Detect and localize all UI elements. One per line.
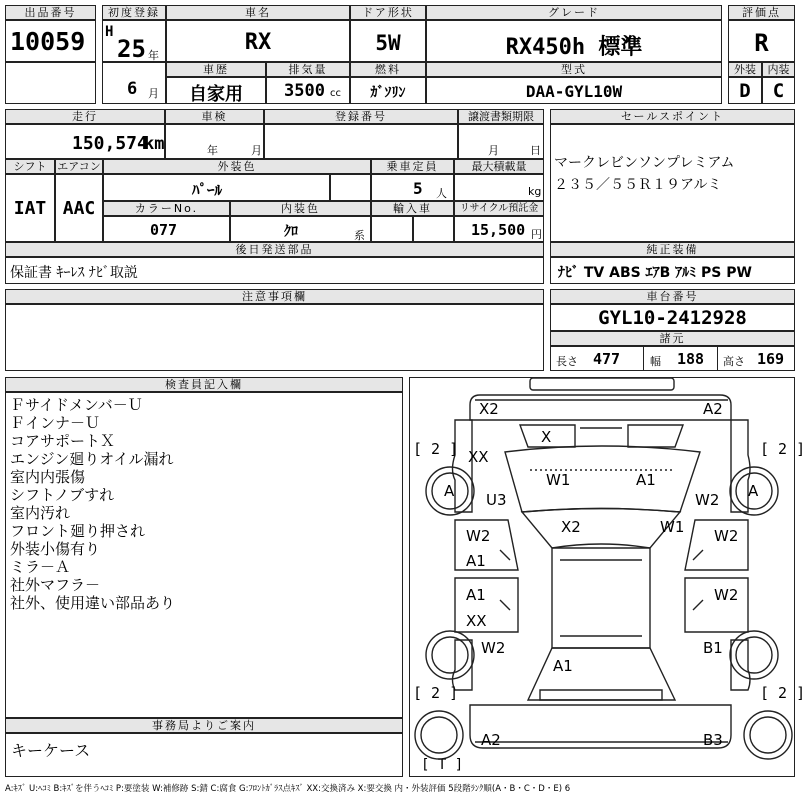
capacity-unit: 人 bbox=[436, 187, 447, 200]
ac-cell bbox=[55, 174, 103, 242]
displacement-label: 排気量 bbox=[266, 62, 350, 77]
regno-label: 登録番号 bbox=[264, 109, 458, 124]
height: 169 bbox=[757, 350, 785, 368]
mark-right-rear-door: W2 bbox=[714, 586, 739, 604]
displacement-unit: cc bbox=[330, 88, 341, 99]
diagram-frame bbox=[409, 377, 795, 777]
first-reg-label: 初度登録 bbox=[102, 5, 166, 20]
transfer-month-unit: 月 bbox=[488, 144, 499, 157]
mark-hood-right: A1 bbox=[636, 471, 656, 489]
office-note: キーケース bbox=[11, 741, 91, 760]
capacity-cell bbox=[371, 174, 454, 201]
ext-label: 外装 bbox=[728, 62, 762, 77]
recycle-unit: 円 bbox=[531, 228, 542, 241]
first-reg-month-cell bbox=[102, 62, 166, 104]
inspector-line-5: 室内内張傷 bbox=[10, 468, 86, 486]
office-label: 事務局よりご案内 bbox=[5, 718, 403, 733]
load-cell bbox=[454, 174, 544, 201]
mark-windshield: X2 bbox=[561, 518, 581, 536]
colorno-cell bbox=[103, 216, 230, 242]
recycle-label: リサイクル預託金 bbox=[454, 201, 544, 216]
shift-label: シフト bbox=[5, 159, 55, 174]
width: 188 bbox=[677, 350, 705, 368]
tire-mark-rear-left: [ 2 ] bbox=[413, 684, 459, 702]
ext-cell bbox=[728, 77, 762, 104]
grade-cell bbox=[426, 20, 722, 62]
mark-rear-left-corner: A2 bbox=[481, 731, 501, 749]
first-reg-year-cell bbox=[102, 20, 166, 62]
mileage-label: 走行 bbox=[5, 109, 165, 124]
year-unit: 年 bbox=[148, 49, 159, 62]
mark-left-rear-door: A1 bbox=[466, 586, 486, 604]
lot-number: 10059 bbox=[10, 27, 86, 56]
dims-label: 諸元 bbox=[550, 331, 795, 346]
history: 自家用 bbox=[189, 84, 243, 105]
import-label: 輸入車 bbox=[371, 201, 454, 216]
sales-line-2: ２３５／５５Ｒ１９アルミ bbox=[554, 177, 722, 193]
door-type: 5W bbox=[375, 31, 401, 55]
equipment-label: 純正装備 bbox=[550, 242, 795, 257]
mark-left-front-door: W2 bbox=[466, 527, 491, 545]
office-cell bbox=[5, 733, 403, 777]
mark-front-right-fender: W2 bbox=[695, 491, 720, 509]
spare-tire-mark: [ T ] bbox=[421, 757, 464, 773]
tire-mark-rear-right: [ 2 ] bbox=[760, 684, 805, 702]
int-label: 内装 bbox=[762, 62, 795, 77]
inspector-line-12: 社外、使用違い部品あり bbox=[10, 594, 176, 612]
ac-label: エアコン bbox=[55, 159, 103, 174]
color-extra-cell bbox=[330, 174, 371, 201]
mark-right-rear-quarter: B1 bbox=[703, 639, 723, 657]
mark-front-left-inner: U3 bbox=[486, 491, 507, 509]
displacement-cell bbox=[266, 77, 350, 104]
later-parts-cell bbox=[5, 257, 544, 284]
inspector-line-3: コアサポートＸ bbox=[10, 432, 116, 450]
mark-front-left-corner: X2 bbox=[479, 400, 499, 418]
lot-cell bbox=[5, 20, 96, 62]
chassis-label: 車台番号 bbox=[550, 289, 795, 304]
capacity: 5 bbox=[413, 179, 423, 198]
inspector-label: 検査員記入欄 bbox=[5, 377, 403, 392]
name-cell bbox=[166, 20, 350, 62]
load-unit: kg bbox=[528, 185, 542, 198]
shift-cell bbox=[5, 174, 55, 242]
inspection-month-unit: 月 bbox=[251, 144, 262, 157]
chassis-number: GYL10-2412928 bbox=[598, 307, 747, 329]
inspector-line-4: エンジン廻りオイル漏れ bbox=[10, 450, 174, 468]
load-label: 最大積載量 bbox=[454, 159, 544, 174]
lot-blank-cell bbox=[5, 62, 96, 104]
ac: AAC bbox=[62, 198, 96, 219]
lot-label: 出品番号 bbox=[5, 5, 96, 20]
capacity-label: 乗車定員 bbox=[371, 159, 454, 174]
model-cell bbox=[426, 77, 722, 104]
model: DAA-GYL10W bbox=[525, 82, 623, 101]
grade: RX450h 標準 bbox=[505, 35, 643, 60]
width-label: 幅 bbox=[650, 355, 661, 368]
inspector-line-7: 室内汚れ bbox=[10, 504, 71, 522]
mileage: 150,574 bbox=[72, 133, 148, 154]
mark-front-left-wheel: A bbox=[444, 482, 455, 500]
inspector-cell bbox=[5, 392, 403, 718]
interior-label: 内装色 bbox=[230, 201, 371, 216]
notes-label: 注意事項欄 bbox=[5, 289, 544, 304]
tire-mark-front-right: [ 2 ] bbox=[760, 440, 805, 458]
sales-line-1: マークレビンソンプレミアム bbox=[554, 155, 735, 171]
history-label: 車歴 bbox=[166, 62, 266, 77]
transfer-cell bbox=[458, 124, 544, 159]
first-reg-year: 25 bbox=[117, 35, 146, 63]
mark-rear-right-corner: B3 bbox=[703, 731, 723, 749]
later-parts-label: 後日発送部品 bbox=[5, 242, 544, 257]
interior-cell bbox=[230, 216, 371, 242]
legend: A:ｷｽﾞ U:ﾍｺﾐ B:ｷｽﾞを伴うﾍｺﾐ P:要塗装 W:補修跡 S:錆 C:腐食 G:ﾌﾛﾝﾄｶﾞﾗｽ点ｷｽﾞ XX:交換済み X:要交換 内・外装評価 5段階ﾗﾝｸ順(A・B・C・D・E) 6 bbox=[5, 784, 571, 794]
dims-divider-2 bbox=[717, 347, 718, 370]
car-name: RX bbox=[244, 30, 272, 55]
mark-front-grille: X bbox=[541, 428, 552, 446]
sales-cell bbox=[550, 124, 795, 242]
first-reg-month: 6 bbox=[127, 79, 138, 99]
colorno: 077 bbox=[150, 221, 178, 239]
notes-cell bbox=[5, 304, 544, 371]
later-parts: 保証書 ｷｰﾚｽ ﾅﾋﾞ取説 bbox=[10, 265, 138, 281]
month-unit: 月 bbox=[148, 87, 159, 100]
mark-right-pillar: W1 bbox=[660, 518, 685, 536]
transfer-day-unit: 日 bbox=[530, 144, 541, 157]
inspection-label: 車検 bbox=[165, 109, 264, 124]
mark-left-front-door-lower: A1 bbox=[466, 552, 486, 570]
inspection-cell bbox=[165, 124, 264, 159]
import-cell-1 bbox=[371, 216, 413, 242]
mark-front-right-wheel: A bbox=[748, 482, 759, 500]
color: ﾊﾟｰﾙ bbox=[192, 181, 223, 199]
tire-mark-front-left: [ 2 ] bbox=[413, 440, 459, 458]
length: 477 bbox=[593, 350, 621, 368]
score-label: 評価点 bbox=[728, 5, 795, 20]
length-label: 長さ bbox=[556, 355, 578, 368]
grade-label: グレード bbox=[426, 5, 722, 20]
name-label: 車名 bbox=[166, 5, 350, 20]
door-label: ドア形状 bbox=[350, 5, 426, 20]
equipment-cell bbox=[550, 257, 795, 284]
color-label: 外装色 bbox=[103, 159, 371, 174]
inspector-line-8: フロント廻り押され bbox=[10, 522, 146, 540]
mark-left-rear-door-lower: XX bbox=[466, 612, 487, 630]
era: H bbox=[105, 24, 114, 40]
inspector-line-10: ミラ－Ａ bbox=[10, 558, 71, 576]
inspector-line-1: Ｆサイドメンバ－Ｕ bbox=[10, 396, 143, 414]
score: R bbox=[754, 29, 769, 57]
mark-hood-left: W1 bbox=[546, 471, 571, 489]
mileage-unit: km bbox=[144, 134, 165, 154]
colorno-label: カラーNo. bbox=[103, 201, 230, 216]
dims-cell bbox=[550, 346, 795, 371]
inspector-line-9: 外装小傷有り bbox=[10, 540, 101, 558]
recycle: 15,500 bbox=[471, 221, 526, 239]
mark-left-rear-quarter: W2 bbox=[481, 639, 506, 657]
int-grade: C bbox=[772, 80, 785, 102]
mark-right-front-door: W2 bbox=[714, 527, 739, 545]
mark-rear-hatch: A1 bbox=[553, 657, 573, 675]
fuel-label: 燃料 bbox=[350, 62, 426, 77]
height-label: 高さ bbox=[723, 355, 745, 368]
score-cell bbox=[728, 20, 795, 62]
interior: ｸﾛ bbox=[284, 224, 298, 240]
color-cell bbox=[103, 174, 330, 201]
mileage-cell bbox=[5, 124, 165, 159]
fuel-cell bbox=[350, 77, 426, 104]
inspector-line-11: 社外マフラ－ bbox=[10, 576, 101, 594]
inspector-line-2: Ｆインナ－Ｕ bbox=[10, 414, 101, 432]
recycle-cell bbox=[454, 216, 544, 242]
shift: IAT bbox=[13, 198, 47, 219]
model-label: 型式 bbox=[426, 62, 722, 77]
regno-cell bbox=[264, 124, 458, 159]
ext-grade: D bbox=[739, 80, 751, 102]
equipment: ﾅﾋﾞ TV ABS ｴｱB ｱﾙﾐ PS PW bbox=[558, 265, 752, 281]
mark-front-right-corner: A2 bbox=[703, 400, 723, 418]
import-cell-2 bbox=[413, 216, 454, 242]
sales-label: セールスポイント bbox=[550, 109, 795, 124]
inspection-year-unit: 年 bbox=[207, 144, 218, 157]
fuel: ｶﾞｿﾘﾝ bbox=[370, 85, 406, 101]
transfer-label: 譲渡書類期限 bbox=[458, 109, 544, 124]
chassis-cell bbox=[550, 304, 795, 331]
dims-divider-1 bbox=[643, 347, 644, 370]
int-cell bbox=[762, 77, 795, 104]
displacement: 3500 bbox=[284, 81, 325, 101]
door-cell bbox=[350, 20, 426, 62]
mark-front-left-fender: XX bbox=[468, 448, 489, 466]
interior-unit: 系 bbox=[354, 229, 365, 242]
inspector-line-6: シフトノブすれ bbox=[10, 486, 115, 504]
history-cell bbox=[166, 77, 266, 104]
